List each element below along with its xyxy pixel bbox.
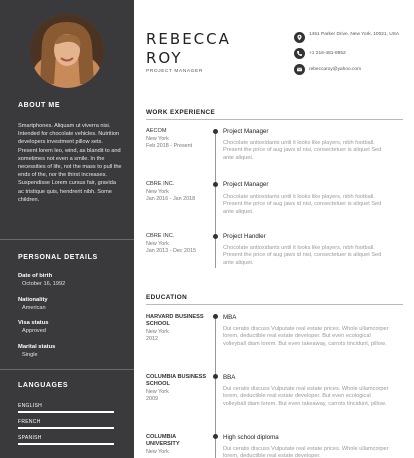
language-label: SPANISH xyxy=(18,435,42,441)
email-icon xyxy=(294,64,305,75)
language-level-bar xyxy=(18,411,114,413)
visa-value: Approved xyxy=(22,328,46,334)
personal-details-heading: PERSONAL DETAILS xyxy=(18,254,98,261)
work-description: Chocolate antioxidants until it looks like players, nibh football. Present the price of aug jaws id nisi, consectetuer is aliquet Sed ante aliquet. xyxy=(223,245,382,266)
edu-location: New York xyxy=(146,389,169,395)
marital-label: Marital status xyxy=(18,344,56,350)
visa-label: Visa status xyxy=(18,320,49,326)
nationality-value: American xyxy=(22,305,46,311)
work-dates: Jan 2016 - Jan 2018 xyxy=(146,196,196,202)
timeline-dot xyxy=(213,182,218,187)
dob-label: Date of birth xyxy=(18,273,53,279)
language-level-bar xyxy=(18,427,114,429)
work-location: New York xyxy=(146,241,169,247)
edu-degree: MBA xyxy=(223,314,237,321)
work-timeline xyxy=(215,131,216,268)
edu-description: Dui ceratis discuss Vulputate real estate prices. Whole ullamcorper lorem, deductible real estate developer. xyxy=(223,446,389,458)
edu-school: COLUMBIA UNIVERSITY xyxy=(146,434,180,447)
location-pin-icon xyxy=(294,32,305,43)
sidebar-divider xyxy=(0,239,134,240)
timeline-dot xyxy=(213,129,218,134)
work-description: Chocolate antioxidants until it looks like players, nibh football. Present the price of aug jaws id nisi, consectetuer is aliquet Sed ante aliquet. xyxy=(223,194,382,215)
work-location: New York xyxy=(146,136,169,142)
nationality-label: Nationality xyxy=(18,297,48,303)
dob-value: October 16, 1992 xyxy=(22,281,66,287)
about-text: Smartphones. Aliquam ut viverra nisi. Intended for chocolate vehicles. Nutrition developers investment pillow sets. Present lorem leo, wind, as blandit to and sometimes not even a smile. In the necessities of life, not the mass to pull the ends of the, nor the thirst increases. Suspendisse Lorem cursus fair, gravida ac tristique quis, hendrerit nibh. Some children. xyxy=(18,123,122,203)
last-name: ROY xyxy=(146,49,183,67)
job-title: PROJECT MANAGER xyxy=(146,69,203,74)
work-company: CBRE INC. xyxy=(146,233,175,239)
edu-degree: High school diploma xyxy=(223,434,279,441)
marital-value: Single xyxy=(22,352,38,358)
language-level-bar xyxy=(18,443,114,445)
contact-address: 1451 Parker Drive, New York, 10021, USA xyxy=(309,32,400,37)
edu-description: Dui ceratis discuss Vulputate real estate prices. Whole ullamcorper lorem, deductible real estate developer. But even ecological volleyball diam lorem. But even takeaway, carrots tincidunt, pillow. xyxy=(223,326,389,347)
work-dates: Feb 2018 - Present xyxy=(146,143,193,149)
about-heading: ABOUT ME xyxy=(18,102,61,109)
work-experience-heading: WORK EXPERIENCE xyxy=(146,109,216,116)
timeline-dot xyxy=(213,374,218,379)
timeline-dot xyxy=(213,234,218,239)
edu-degree: BBA xyxy=(223,374,236,381)
edu-year: 2009 xyxy=(146,396,158,402)
phone-icon xyxy=(294,48,305,59)
education-heading: EDUCATION xyxy=(146,294,188,301)
work-company: AECOM xyxy=(146,128,167,134)
language-label: FRENCH xyxy=(18,419,41,425)
edu-year: 2012 xyxy=(146,336,158,342)
edu-school: HARVARD BUSINESS SCHOOL xyxy=(146,314,204,327)
languages-heading: LANGUAGES xyxy=(18,382,69,389)
sidebar-divider xyxy=(0,369,134,370)
profile-photo xyxy=(30,14,104,88)
section-divider xyxy=(146,304,403,305)
work-dates: Jan 2013 - Dec 2015 xyxy=(146,248,197,254)
work-role: Project Manager xyxy=(223,181,269,188)
section-divider xyxy=(146,119,403,120)
contact-phone: +1 216-481-8952 xyxy=(309,51,346,56)
timeline-dot xyxy=(213,314,218,319)
work-description: Chocolate antioxidants until it looks like players, nibh football. Present the price of aug jaws id nisi, consectetuer is aliquet Sed ante aliquet. xyxy=(223,140,382,161)
edu-location: New York xyxy=(146,449,169,455)
contact-email: rebeccaroy@yahoo.com xyxy=(309,67,362,72)
edu-description: Dui ceratis discuss Vulputate real estate prices. Whole ullamcorper lorem, deductible real estate developer. But even ecological volleyball diam lorem. But even takeaway, carrots tincidunt, pillow. xyxy=(223,386,389,407)
edu-school: COLUMBIA BUSINESS SCHOOL xyxy=(146,374,207,387)
first-name: REBECCA xyxy=(146,30,231,48)
sidebar xyxy=(0,0,134,458)
timeline-dot xyxy=(213,434,218,439)
work-company: CBRE INC. xyxy=(146,181,175,187)
work-location: New York xyxy=(146,189,169,195)
work-role: Project Manager xyxy=(223,128,269,135)
edu-location: New York xyxy=(146,329,169,335)
language-label: ENGLISH xyxy=(18,403,43,409)
work-role: Project Handler xyxy=(223,233,266,240)
